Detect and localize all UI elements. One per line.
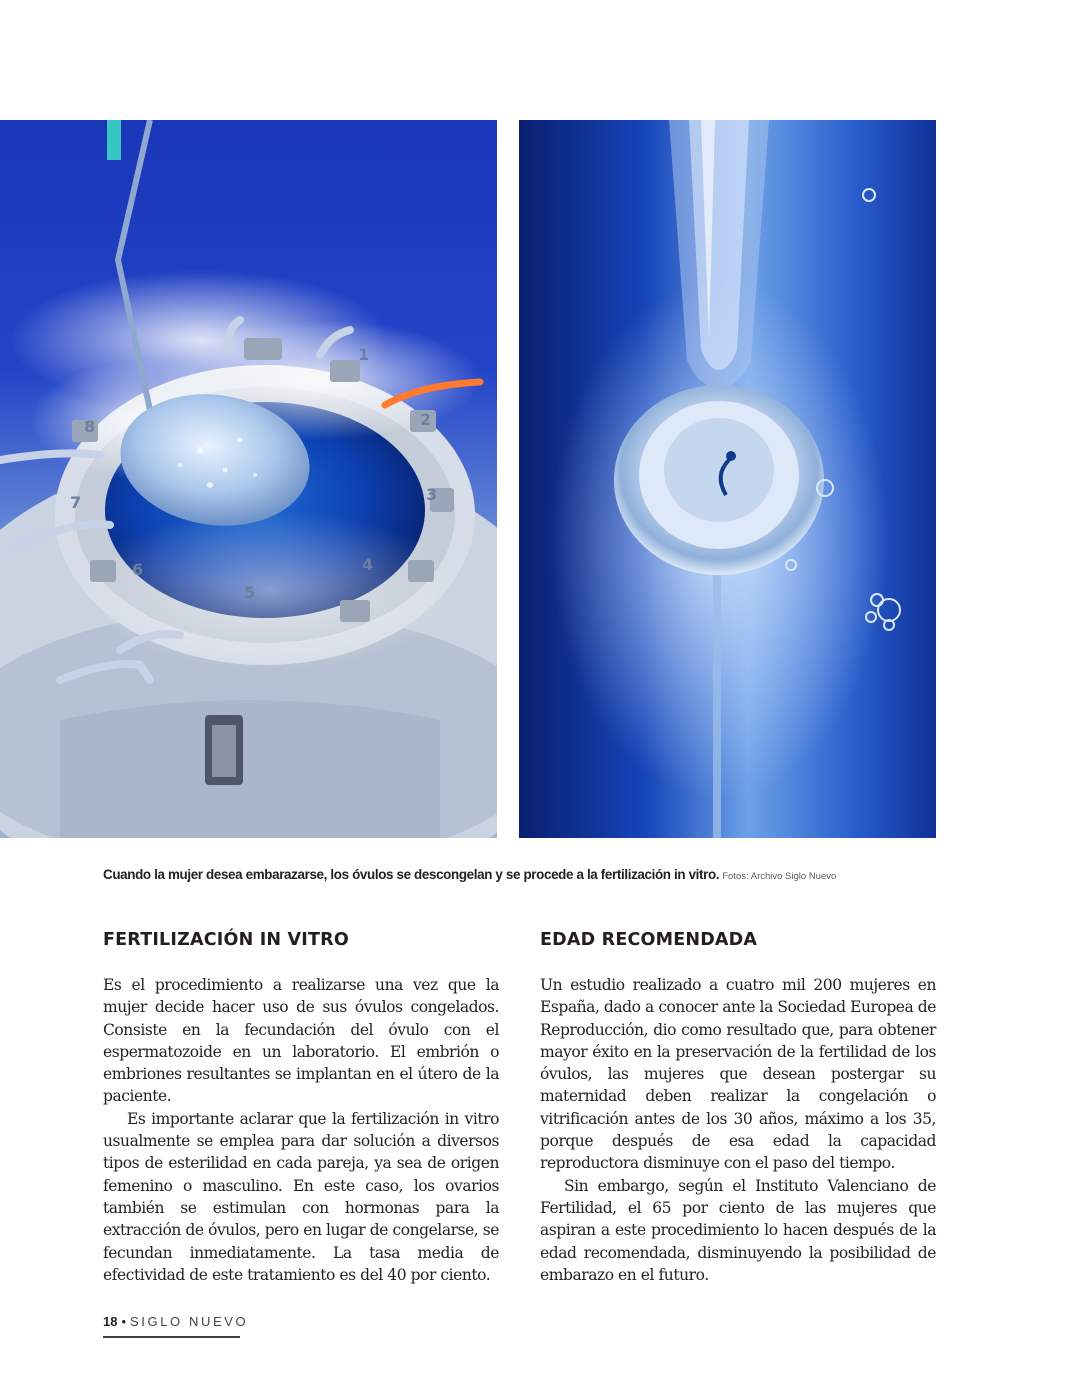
- tank-number-6: 6: [132, 560, 144, 579]
- column-edad-recomendada: [540, 974, 936, 1286]
- oocyte-illustration: [519, 120, 936, 838]
- tank-number-5: 5: [244, 583, 256, 602]
- tank-number-2: 2: [420, 410, 432, 429]
- paragraph: Es el procedimiento a realizarse una vez que la mujer decide hacer uso de sus óvulos congelados. Consiste en la fecundación del óvulo con el espermatozoide en un laboratorio. El embrión o embriones resultantes se implantan en el útero de la paciente.: [103, 976, 499, 1106]
- paragraph: Sin embargo, según el Instituto Valenciano de Fertilidad, el 65 por ciento de las mujeres que aspiran a este procedimiento lo hacen después de la edad recomendada, disminuyendo la posibilidad de embarazo en el futuro.: [540, 1176, 936, 1284]
- heading-fertilizacion: FERTILIZACIÓN IN VITRO: [103, 930, 349, 950]
- oocyte-microscope-photo: [519, 120, 936, 838]
- tank-number-1: 1: [358, 345, 370, 364]
- paragraph: Es importante aclarar que la fertilización in vitro usualmente se emplea para dar solución a diversos tipos de esterilidad en cada pareja, ya sea de origen femenino o masculino. En este caso, los ovarios también se estimulan con hormonas para la extracción de óvulos, pero en lugar de congelarse, se fecundan inmediatamente. La tasa media de efectividad de este tratamiento es del 40 por ciento.: [103, 1109, 499, 1284]
- column-fertilizacion: [103, 974, 499, 1286]
- page-folio: [103, 1314, 248, 1329]
- photo-caption: [103, 866, 943, 884]
- paragraph: Un estudio realizado a cuatro mil 200 mujeres en España, dado a conocer ante la Sociedad Europea de Reproducción, dio como resultado que, para obtener mayor éxito en la preservación de la fertilidad de los óvulos, las mujeres que desean postergar su maternidad deben realizar la congelación o vitrificación antes de los 30 años, máximo a los 35, porque después de esa edad la capacidad reproductora disminuye con el paso del tiempo.: [540, 976, 936, 1173]
- folio-separator: •: [121, 1314, 127, 1329]
- caption-text: Cuando la mujer desea embarazarse, los óvulos se descongelan y se procede a la fertilización in vitro.: [103, 867, 720, 882]
- tank-number-3: 3: [426, 485, 438, 504]
- tank-number-4: 4: [362, 555, 374, 574]
- cryo-tank-illustration: [0, 120, 497, 838]
- page-number: 18: [103, 1314, 118, 1329]
- folio-rule: [103, 1336, 240, 1338]
- tank-number-8: 8: [84, 417, 96, 436]
- photo-credit: Fotos: Archivo Siglo Nuevo: [722, 871, 837, 882]
- tank-number-7: 7: [70, 493, 82, 512]
- publication-name: SIGLO NUEVO: [130, 1314, 249, 1329]
- heading-edad-recomendada: EDAD RECOMENDADA: [540, 930, 758, 950]
- cryo-tank-photo: [0, 120, 497, 838]
